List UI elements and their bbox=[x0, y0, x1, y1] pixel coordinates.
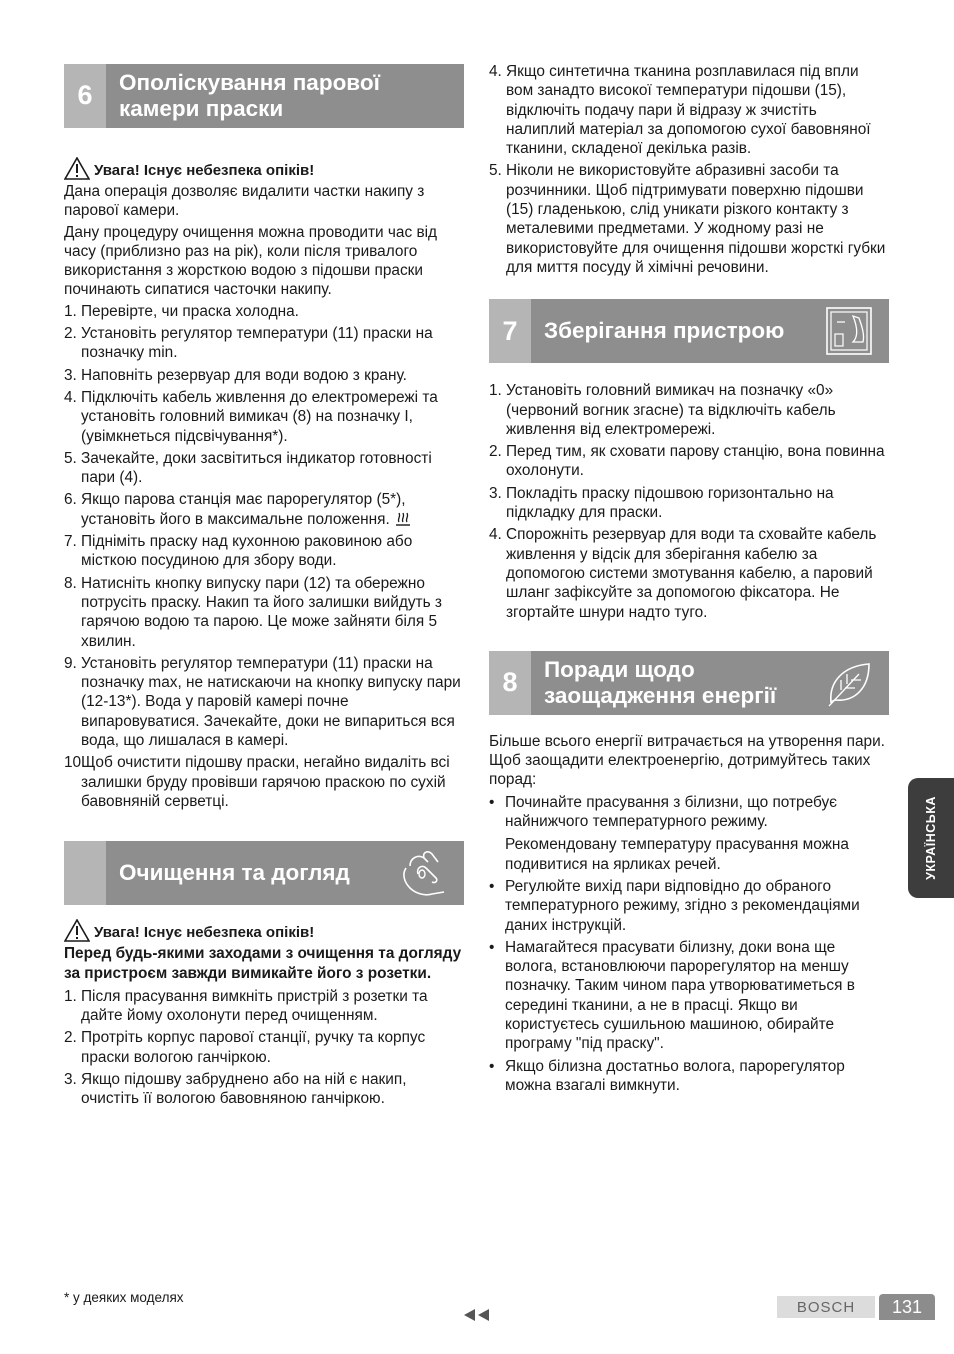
section-number-blank bbox=[64, 841, 106, 905]
back-arrows-icon[interactable] bbox=[463, 1308, 491, 1322]
warning-notice: Увага! Існує небезпека опіків! bbox=[64, 157, 464, 180]
section-title: Зберігання пристрою bbox=[544, 318, 785, 344]
language-tab: УКРАЇНСЬКА bbox=[908, 778, 954, 898]
list-item: • Регулюйте вихід пари відповідно до обраного температурного режиму, згідно з рекомендаціями даних інструкцій. bbox=[489, 877, 889, 935]
paragraph: Дана операція дозволяє видалити частки накипу з парової камери. bbox=[64, 183, 425, 220]
list-item: 4. Підключіть кабель живлення до електромережі та установіть головний вимикач (8) на позначку I, (увімкнеться підсвічування*). bbox=[64, 388, 438, 445]
list-item: 2. Установіть регулятор температури (11) праски на позначку min. bbox=[64, 325, 433, 362]
page-number: 131 bbox=[879, 1294, 935, 1320]
paragraph: Більше всього енергії витрачається на утворення пари. Щоб заощадити електроенергію, дотримуйтесь таких порад: bbox=[489, 732, 885, 789]
left-column bbox=[64, 64, 464, 1112]
section-title: Поради щодо заощадження енергії bbox=[544, 656, 777, 708]
list-item: 9. Установіть регулятор температури (11) праски на позначку max, не натискаючи на кнопку випуску пари (12-13*). Вода у паровій камері почне випаровуватися. Зачекайте, доки не випариться вся вода, що лишалася в камері. bbox=[64, 654, 461, 750]
warning-triangle-icon bbox=[64, 919, 90, 942]
warning-triangle-icon bbox=[64, 157, 90, 180]
cleaning-section-header bbox=[64, 841, 464, 905]
list-item: 5. Зачекайте, доки засвітиться індикатор готовності пари (4). bbox=[64, 449, 432, 487]
storage-cabinet-icon bbox=[823, 306, 875, 356]
list-item: 4. Спорожніть резервуар для води та сховайте кабель живлення у відсік для зберігання кабелю за допомогою системи змотування кабелю, а паровий шланг зафіксуйте за допомогою фіксатора. Не згортайте шнури надто туго. bbox=[489, 526, 877, 621]
list-item: 1. Перевірте, чи праска холодна. bbox=[64, 302, 299, 320]
list-item: 8. Натисніть кнопку випуску пари (12) та обережно потрусіть праску. Накип та його залишки вийдуть з гарячою водою та парою. Це може зайняти біля 5 хвилин. bbox=[64, 574, 442, 650]
list-item: • Якщо білизна достатньо волога, парорегулятор можна взагалі вимкнути. bbox=[489, 1057, 889, 1096]
leaf-icon bbox=[823, 658, 875, 708]
energy-tips-list bbox=[489, 793, 889, 1095]
list-item: 7. Підніміть праску над кухонною раковиною або місткою посудиною для збору води. bbox=[64, 533, 413, 570]
steam-icon bbox=[394, 511, 412, 527]
right-column bbox=[489, 62, 889, 1098]
section-6-header bbox=[64, 64, 464, 128]
list-item: 5. Ніколи не використовуйте абразивні засоби та розчинники. Щоб підтримувати поверхню підошви (15) гладенькою, слід уникати різкого контакту з металевими предметами. У жодному разі не використовуйте для очищення підошви жорсткі губки для миття посуду й хімічні речовини. bbox=[489, 162, 886, 276]
list-item: 4. Якщо синтетична тканина розплавилася під впли вом занадто високої температури підошви (15), відключіть подачу пари й відразу ж зчистіть налиплий матеріал за допомогою сухої бавовняної тканини, складеної декілька разів. bbox=[489, 63, 871, 158]
list-item: • Починайте прасування з білизни, що потребує найнижчого температурного режиму. Рекомендовану температуру прасування можна подивитися на ярликах речей. bbox=[489, 793, 889, 874]
footnote: * у деяких моделях bbox=[64, 1290, 184, 1305]
cleaning-steps-list-continued bbox=[489, 62, 889, 277]
paragraph: Дану процедуру очищення можна проводити час від часу (приблизно раз на рік), коли після тривалого використання з жорсткою водою з підошви праски починають сипатися часточки накипу. bbox=[64, 223, 438, 299]
section-8-header bbox=[489, 651, 889, 715]
section-title: Очищення та догляд bbox=[119, 860, 350, 886]
list-item: 3. Наповніть резервуар для води водою з крану. bbox=[64, 366, 407, 384]
steps-list bbox=[64, 302, 464, 811]
storage-steps-list bbox=[489, 381, 889, 622]
section-7-header bbox=[489, 299, 889, 363]
list-item: 2. Протріть корпус парової станції, ручку та корпус праски вологою ганчіркою. bbox=[64, 1029, 426, 1066]
list-item: 2. Перед тим, як сховати парову станцію, вона повинна охолонути. bbox=[489, 443, 885, 480]
section-title: Ополіскування парової камери праски bbox=[119, 70, 380, 121]
cleaning-steps-list bbox=[64, 987, 464, 1109]
list-item: 3. Покладіть праску підошвою горизонтально на підкладку для праски. bbox=[489, 484, 834, 522]
brand-label: BOSCH bbox=[777, 1296, 875, 1318]
section-number: 8 bbox=[489, 651, 531, 715]
warning-notice: Увага! Існує небезпека опіків! bbox=[64, 919, 464, 942]
bold-note: Перед будь-якими заходами з очищення та догляду за пристроєм завжди вимикайте його з розетки. bbox=[64, 945, 462, 982]
list-item: 1. Після прасування вимкніть пристрій з розетки та дайте йому охолонути перед очищенням. bbox=[64, 987, 428, 1025]
section-number: 6 bbox=[64, 64, 106, 128]
list-item: 6. Якщо парова станція має парорегулятор (5*), установіть його в максимальне положення. bbox=[64, 490, 464, 529]
section-number: 7 bbox=[489, 299, 531, 363]
list-item: • Намагайтеся прасувати білизну, доки вона ще волога, встановлюючи парорегулятор на меншу позначку. Таким чином пара утворюватиметься в середині тканини, а не в прасці. Якщо ви користуєтесь сушильною машиною, обирайте програму "під праску". bbox=[489, 938, 889, 1054]
list-item: 1. Установіть головний вимикач на позначку «0» (червоний вогник згасне) та відключіть кабель живлення від електромережі. bbox=[489, 382, 836, 438]
cleaning-hand-icon bbox=[398, 848, 450, 898]
list-item: 10. Щоб очистити підошву праски, негайно видаліть всі залишки бруду провівши гарячою праскою по сухій бавовняній серветці. bbox=[64, 754, 450, 810]
list-item: 3. Якщо підошву забруднено або на ній є накип, очистіть її вологою бавовняною ганчіркою. bbox=[64, 1070, 407, 1108]
